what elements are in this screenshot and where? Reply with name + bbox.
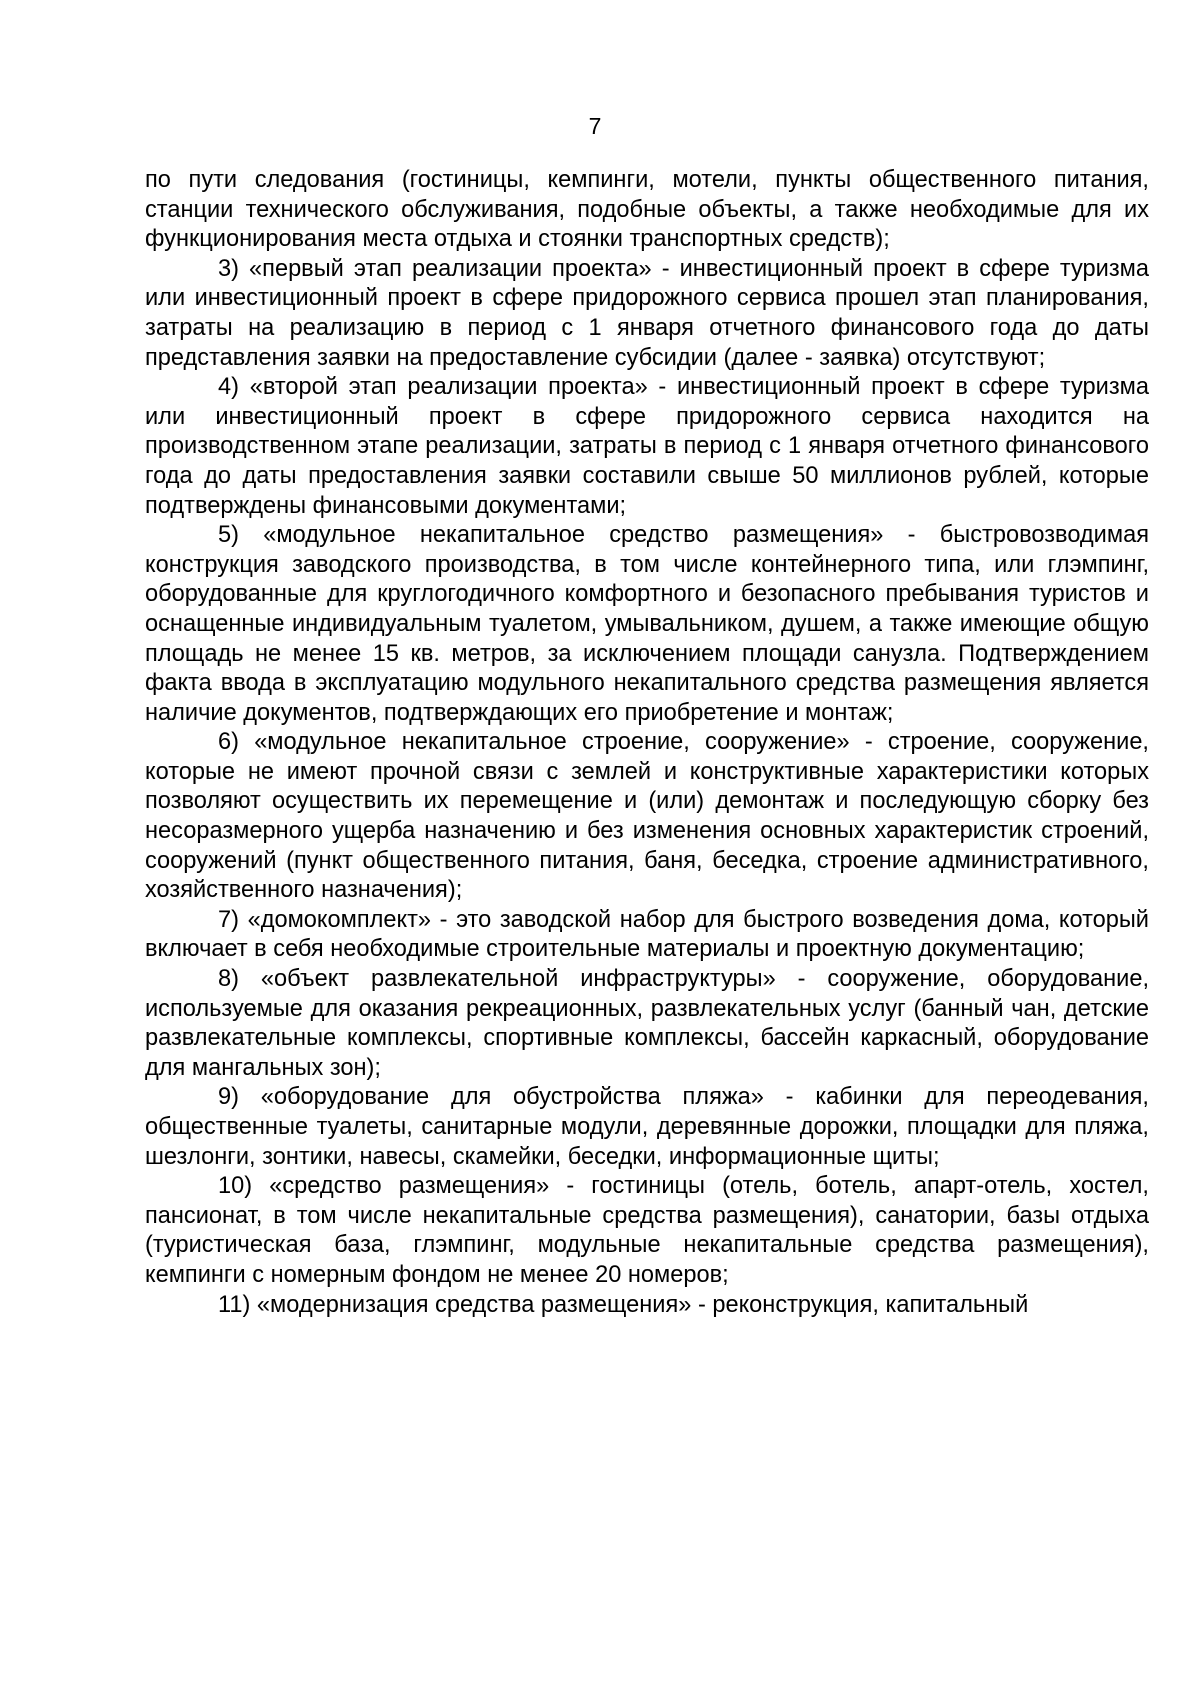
document-body xyxy=(145,166,1149,1320)
paragraph-item-4: 4) «второй этап реализации проекта» - инвестиционный проект в сфере туризма или инвестиционный проект в сфере придорожного сервиса находится на производственном этапе реализации, затраты в период с 1 января отчетного финансового года до даты предоставления заявки составили свыше 50 миллионов рублей, которые подтверждены финансовыми документами; xyxy=(145,374,1149,519)
paragraph-item-7: 7) «домокомплект» - это заводской набор для быстрого возведения дома, который включает в себя необходимые строительные материалы и проектную документацию; xyxy=(145,906,1149,963)
paragraph-item-9: 9) «оборудование для обустройства пляжа» - кабинки для переодевания, общественные туалеты, санитарные модули, деревянные дорожки, площадки для пляжа, шезлонги, зонтики, навесы, скамейки, беседки, информационные щиты; xyxy=(145,1084,1149,1170)
paragraph-item-3: 3) «первый этап реализации проекта» - инвестиционный проект в сфере туризма или инвестиционный проект в сфере придорожного сервиса прошел этап планирования, затраты на реализацию в период с 1 января отчетного финансового года до даты представления заявки на предоставление субсидии (далее - заявка) отсутствуют; xyxy=(145,255,1149,371)
paragraph-item-5: 5) «модульное некапитальное средство размещения» - быстровозводимая конструкция заводского производства, в том числе контейнерного типа, или глэмпинг, оборудованные для круглогодичного комфортного и безопасного пребывания туристов и оснащенные индивидуальным туалетом, умывальником, душем, а также имеющие общую площадь не менее 15 кв. метров, за исключением площади санузла. Подтверждением факта ввода в эксплуатацию модульного некапитального средства размещения является наличие документов, подтверждающих его приобретение и монтаж; xyxy=(145,522,1149,726)
paragraph-item-6: 6) «модульное некапитальное строение, сооружение» - строение, сооружение, которые не имеют прочной связи с землей и конструктивные характеристики которых позволяют осуществить их перемещение и (или) демонтаж и последующую сборку без несоразмерного ущерба назначению и без изменения основных характеристик строений, сооружений (пункт общественного питания, баня, беседка, строение административного, хозяйственного назначения); xyxy=(145,729,1149,904)
paragraph-item-10: 10) «средство размещения» - гостиницы (отель, ботель, апарт-отель, хостел, пансионат, в том числе некапитальные средства размещения), санатории, базы отдыха (туристическая база, глэмпинг, модульные некапитальные средства размещения), кемпинги с номерным фондом не менее 20 номеров; xyxy=(145,1173,1149,1288)
page-number: 7 xyxy=(588,113,602,139)
paragraph-continuation: по пути следования (гостиницы, кемпинги, мотели, пункты общественного питания, станции технического обслуживания, подобные объекты, а также необходимые для их функционирования места отдыха и стоянки транспортных средств); xyxy=(145,167,1149,253)
paragraph-item-11: 11) «модернизация средства размещения» - реконструкция, капитальный xyxy=(218,1291,1029,1318)
paragraph-item-8: 8) «объект развлекательной инфраструктуры» - сооружение, оборудование, используемые для оказания рекреационных, развлекательных услуг (банный чан, детские развлекательные комплексы, спортивные комплексы, бассейн каркасный, оборудование для мангальных зон); xyxy=(145,966,1149,1081)
